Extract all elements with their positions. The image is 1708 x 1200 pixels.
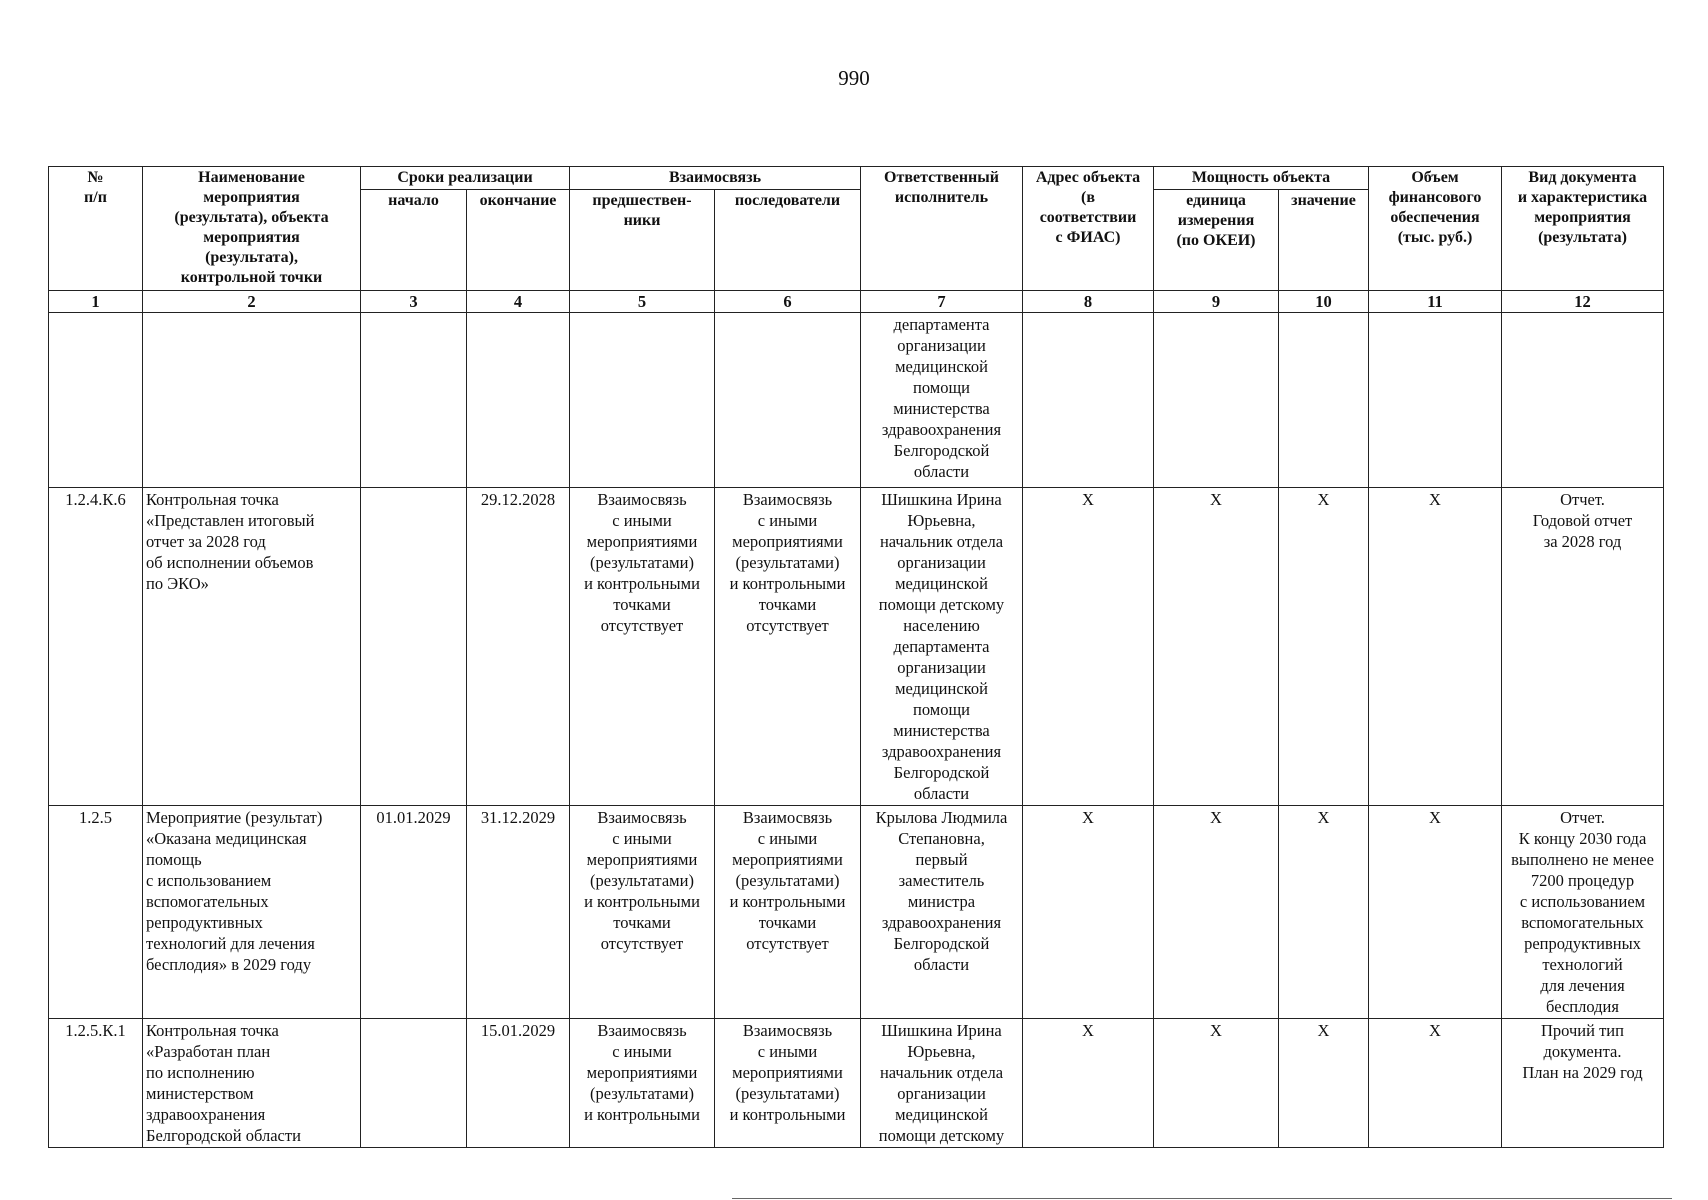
- table-row: [49, 1019, 1664, 1148]
- row-value: X: [1279, 806, 1369, 1019]
- row-finance: X: [1369, 806, 1502, 1019]
- row-finance: X: [1369, 1019, 1502, 1148]
- header-responsible: Ответственный исполнитель: [861, 167, 1023, 291]
- header-address: Адрес объекта (в соответствии с ФИАС): [1023, 167, 1154, 291]
- header-row-top: [49, 167, 1664, 190]
- row-predecessors: Взаимосвязь с иными мероприятиями (результатами) и контрольными точками отсутствует: [570, 488, 715, 806]
- row-successors: Взаимосвязь с иными мероприятиями (результатами) и контрольными: [715, 1019, 861, 1148]
- header-predecessors: предшествен- ники: [570, 190, 715, 291]
- page-bottom-rule: [732, 1198, 1672, 1199]
- row-number: 1.2.4.К.6: [49, 488, 143, 806]
- column-number: 2: [143, 291, 361, 313]
- row-value: X: [1279, 488, 1369, 806]
- row-unit: X: [1154, 488, 1279, 806]
- column-number-row: [49, 291, 1664, 313]
- row-document: Прочий тип документа. План на 2029 год: [1502, 1019, 1664, 1148]
- row-address: X: [1023, 488, 1154, 806]
- column-number: 3: [361, 291, 467, 313]
- row-end: 31.12.2029: [467, 806, 570, 1019]
- header-name: Наименование мероприятия (результата), объекта мероприятия (результата), контрольной точки: [143, 167, 361, 291]
- column-number: 1: [49, 291, 143, 313]
- header-number: № п/п: [49, 167, 143, 291]
- row-value: X: [1279, 1019, 1369, 1148]
- row-predecessors: Взаимосвязь с иными мероприятиями (результатами) и контрольными точками отсутствует: [570, 806, 715, 1019]
- row-finance: X: [1369, 488, 1502, 806]
- column-number: 12: [1502, 291, 1664, 313]
- row-address: X: [1023, 1019, 1154, 1148]
- row-unit: [1154, 313, 1279, 488]
- row-start: 01.01.2029: [361, 806, 467, 1019]
- row-predecessors: Взаимосвязь с иными мероприятиями (результатами) и контрольными: [570, 1019, 715, 1148]
- row-successors: [715, 313, 861, 488]
- row-number: [49, 313, 143, 488]
- row-value: [1279, 313, 1369, 488]
- row-start: [361, 313, 467, 488]
- row-address: [1023, 313, 1154, 488]
- row-number: 1.2.5.К.1: [49, 1019, 143, 1148]
- header-terms-group: Сроки реализации: [361, 167, 570, 190]
- row-responsible: департамента организации медицинской помощи министерства здравоохранения Белгородской области: [861, 313, 1023, 488]
- row-end: [467, 313, 570, 488]
- row-responsible: Шишкина Ирина Юрьевна, начальник отдела организации медицинской помощи детскому населению департамента организации медицинской помощи министерства здравоохранения Белгородской области: [861, 488, 1023, 806]
- header-value: значение: [1279, 190, 1369, 291]
- row-end: 29.12.2028: [467, 488, 570, 806]
- row-name: Контрольная точка «Представлен итоговый отчет за 2028 год об исполнении объемов по ЭКО»: [143, 488, 361, 806]
- header-end: окончание: [467, 190, 570, 291]
- page-number: 990: [838, 66, 870, 90]
- row-successors: Взаимосвязь с иными мероприятиями (результатами) и контрольными точками отсутствует: [715, 488, 861, 806]
- row-name: [143, 313, 361, 488]
- row-responsible: Шишкина Ирина Юрьевна, начальник отдела организации медицинской помощи детскому: [861, 1019, 1023, 1148]
- header-finance: Объем финансового обеспечения (тыс. руб.): [1369, 167, 1502, 291]
- column-number: 6: [715, 291, 861, 313]
- table-row: [49, 313, 1664, 488]
- row-responsible: Крылова Людмила Степановна, первый заместитель министра здравоохранения Белгородской области: [861, 806, 1023, 1019]
- row-document: Отчет. Годовой отчет за 2028 год: [1502, 488, 1664, 806]
- row-document: [1502, 313, 1664, 488]
- column-number: 11: [1369, 291, 1502, 313]
- row-end: 15.01.2029: [467, 1019, 570, 1148]
- header-successors: последователи: [715, 190, 861, 291]
- row-name: Мероприятие (результат) «Оказана медицинская помощь с использованием вспомогательных репродуктивных технологий для лечения бесплодия» в 2029 году: [143, 806, 361, 1019]
- row-start: [361, 1019, 467, 1148]
- header-start: начало: [361, 190, 467, 291]
- header-unit: единица измерения (по ОКЕИ): [1154, 190, 1279, 291]
- column-number: 9: [1154, 291, 1279, 313]
- row-successors: Взаимосвязь с иными мероприятиями (результатами) и контрольными точками отсутствует: [715, 806, 861, 1019]
- column-number: 8: [1023, 291, 1154, 313]
- column-number: 4: [467, 291, 570, 313]
- implementation-plan-table: [48, 166, 1664, 1148]
- column-number: 7: [861, 291, 1023, 313]
- row-number: 1.2.5: [49, 806, 143, 1019]
- row-finance: [1369, 313, 1502, 488]
- row-document: Отчет. К концу 2030 года выполнено не менее 7200 процедур с использованием вспомогательных репродуктивных технологий для лечения бесплодия: [1502, 806, 1664, 1019]
- header-capacity-group: Мощность объекта: [1154, 167, 1369, 190]
- row-predecessors: [570, 313, 715, 488]
- header-document: Вид документа и характеристика мероприятия (результата): [1502, 167, 1664, 291]
- row-address: X: [1023, 806, 1154, 1019]
- column-number: 5: [570, 291, 715, 313]
- header-links-group: Взаимосвязь: [570, 167, 861, 190]
- row-unit: X: [1154, 806, 1279, 1019]
- row-name: Контрольная точка «Разработан план по исполнению министерством здравоохранения Белгородской области: [143, 1019, 361, 1148]
- column-number: 10: [1279, 291, 1369, 313]
- table-row: [49, 488, 1664, 806]
- row-unit: X: [1154, 1019, 1279, 1148]
- table-row: [49, 806, 1664, 1019]
- row-start: [361, 488, 467, 806]
